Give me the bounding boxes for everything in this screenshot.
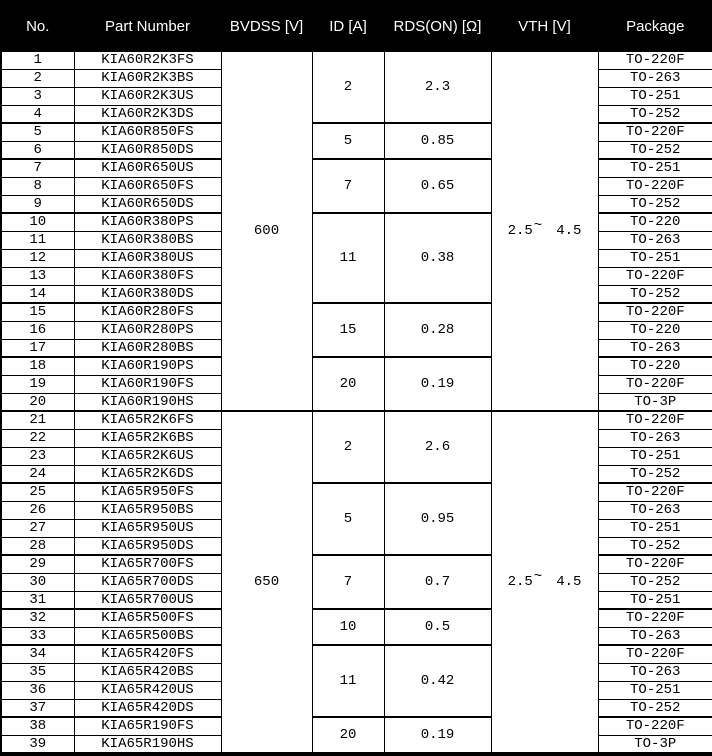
table-row: [1, 645, 712, 663]
rds-cell: 0.28: [384, 303, 491, 357]
row-number-cell: 32: [1, 609, 74, 627]
rds-cell: 2.6: [384, 411, 491, 483]
package-cell: TO-220: [598, 213, 712, 231]
row-number-cell: 24: [1, 465, 74, 483]
row-number-cell: 38: [1, 717, 74, 735]
part-number-cell: KIA60R280BS: [74, 339, 221, 357]
package-cell: TO-263: [598, 501, 712, 519]
package-cell: TO-252: [598, 699, 712, 717]
row-number-cell: 9: [1, 195, 74, 213]
part-number-cell: KIA60R650US: [74, 159, 221, 177]
row-number-cell: 37: [1, 699, 74, 717]
vth-tilde: ~: [533, 218, 543, 234]
part-number-cell: KIA65R700FS: [74, 555, 221, 573]
rds-cell: 0.19: [384, 717, 491, 754]
part-number-cell: KIA65R950FS: [74, 483, 221, 501]
table-row: [1, 555, 712, 573]
id-cell: 5: [312, 483, 384, 555]
package-cell: TO-263: [598, 231, 712, 249]
row-number-cell: 15: [1, 303, 74, 321]
part-number-cell: KIA60R380DS: [74, 285, 221, 303]
vth-high: 4.5: [556, 223, 582, 239]
part-number-cell: KIA60R650DS: [74, 195, 221, 213]
rds-cell: 0.38: [384, 213, 491, 303]
part-number-cell: KIA60R380BS: [74, 231, 221, 249]
header-row: [1, 1, 712, 51]
part-number-cell: KIA65R2K6US: [74, 447, 221, 465]
table-row: [1, 357, 712, 375]
row-number-cell: 26: [1, 501, 74, 519]
row-number-cell: 8: [1, 177, 74, 195]
vth-cell: [491, 411, 598, 754]
row-number-cell: 31: [1, 591, 74, 609]
part-number-cell: KIA60R380US: [74, 249, 221, 267]
row-number-cell: 21: [1, 411, 74, 429]
row-number-cell: 23: [1, 447, 74, 465]
part-number-cell: KIA65R2K6BS: [74, 429, 221, 447]
part-number-cell: KIA60R850FS: [74, 123, 221, 141]
id-cell: 11: [312, 645, 384, 717]
column-header-part-number: Part Number: [74, 1, 221, 51]
rds-cell: 0.65: [384, 159, 491, 213]
table-row: [1, 483, 712, 501]
vth-cell: [491, 51, 598, 411]
package-cell: TO-251: [598, 159, 712, 177]
table-row: [1, 123, 712, 141]
column-header-vth: VTH [V]: [491, 1, 598, 51]
part-number-cell: KIA60R2K3BS: [74, 69, 221, 87]
package-cell: TO-252: [598, 105, 712, 123]
table-row: [1, 411, 712, 429]
row-number-cell: 16: [1, 321, 74, 339]
package-cell: TO-263: [598, 663, 712, 681]
rds-cell: 0.95: [384, 483, 491, 555]
part-number-cell: KIA65R500FS: [74, 609, 221, 627]
package-cell: TO-251: [598, 447, 712, 465]
row-number-cell: 18: [1, 357, 74, 375]
package-cell: TO-3P: [598, 735, 712, 754]
row-number-cell: 6: [1, 141, 74, 159]
part-number-cell: KIA65R700DS: [74, 573, 221, 591]
package-cell: TO-263: [598, 69, 712, 87]
part-number-cell: KIA60R280FS: [74, 303, 221, 321]
rds-cell: 0.85: [384, 123, 491, 159]
package-cell: TO-220F: [598, 717, 712, 735]
column-header-rds-on: RDS(ON) [Ω]: [384, 1, 491, 51]
rds-cell: 0.42: [384, 645, 491, 717]
rds-cell: 0.7: [384, 555, 491, 609]
package-cell: TO-252: [598, 195, 712, 213]
id-cell: 7: [312, 159, 384, 213]
id-cell: 2: [312, 51, 384, 123]
part-number-cell: KIA65R190HS: [74, 735, 221, 754]
package-cell: TO-251: [598, 681, 712, 699]
part-number-cell: KIA65R420BS: [74, 663, 221, 681]
part-number-cell: KIA65R2K6FS: [74, 411, 221, 429]
row-number-cell: 30: [1, 573, 74, 591]
table-row: [1, 213, 712, 231]
package-cell: TO-251: [598, 591, 712, 609]
row-number-cell: 35: [1, 663, 74, 681]
row-number-cell: 2: [1, 69, 74, 87]
rds-cell: 0.5: [384, 609, 491, 645]
package-cell: TO-252: [598, 141, 712, 159]
row-number-cell: 4: [1, 105, 74, 123]
package-cell: TO-220F: [598, 555, 712, 573]
package-cell: TO-251: [598, 249, 712, 267]
package-cell: TO-220F: [598, 177, 712, 195]
row-number-cell: 20: [1, 393, 74, 411]
part-number-cell: KIA65R950DS: [74, 537, 221, 555]
part-number-cell: KIA65R420DS: [74, 699, 221, 717]
package-cell: TO-252: [598, 537, 712, 555]
id-cell: 11: [312, 213, 384, 303]
id-cell: 20: [312, 357, 384, 411]
part-number-cell: KIA60R2K3DS: [74, 105, 221, 123]
row-number-cell: 27: [1, 519, 74, 537]
package-cell: TO-220F: [598, 375, 712, 393]
row-number-cell: 3: [1, 87, 74, 105]
vth-high: 4.5: [556, 573, 582, 590]
package-cell: TO-220: [598, 357, 712, 375]
part-number-cell: KIA60R2K3US: [74, 87, 221, 105]
bvdss-cell: 600: [221, 51, 312, 411]
part-number-cell: KIA65R500BS: [74, 627, 221, 645]
part-number-cell: KIA60R380FS: [74, 267, 221, 285]
vth-low: 2.5: [507, 223, 533, 239]
package-cell: TO-220: [598, 321, 712, 339]
package-cell: TO-251: [598, 519, 712, 537]
part-number-cell: KIA60R190HS: [74, 393, 221, 411]
row-number-cell: 1: [1, 51, 74, 69]
part-number-cell: KIA60R190FS: [74, 375, 221, 393]
part-number-cell: KIA65R190FS: [74, 717, 221, 735]
row-number-cell: 25: [1, 483, 74, 501]
table-body: [1, 51, 712, 754]
package-cell: TO-263: [598, 429, 712, 447]
table-row: [1, 51, 712, 69]
part-number-cell: KIA60R650FS: [74, 177, 221, 195]
id-cell: 2: [312, 411, 384, 483]
row-number-cell: 5: [1, 123, 74, 141]
package-cell: TO-251: [598, 87, 712, 105]
row-number-cell: 14: [1, 285, 74, 303]
row-number-cell: 34: [1, 645, 74, 663]
vth-tilde: ~: [533, 568, 543, 585]
id-cell: 20: [312, 717, 384, 754]
part-number-cell: KIA65R2K6DS: [74, 465, 221, 483]
package-cell: TO-252: [598, 465, 712, 483]
package-cell: TO-220F: [598, 609, 712, 627]
row-number-cell: 19: [1, 375, 74, 393]
table-row: [1, 159, 712, 177]
row-number-cell: 33: [1, 627, 74, 645]
part-number-cell: KIA60R280PS: [74, 321, 221, 339]
row-number-cell: 28: [1, 537, 74, 555]
rds-cell: 2.3: [384, 51, 491, 123]
package-cell: TO-220F: [598, 411, 712, 429]
package-cell: TO-220F: [598, 267, 712, 285]
package-cell: TO-263: [598, 627, 712, 645]
row-number-cell: 29: [1, 555, 74, 573]
table-row: [1, 609, 712, 627]
row-number-cell: 11: [1, 231, 74, 249]
part-number-cell: KIA65R950US: [74, 519, 221, 537]
row-number-cell: 39: [1, 735, 74, 754]
rds-cell: 0.19: [384, 357, 491, 411]
row-number-cell: 12: [1, 249, 74, 267]
row-number-cell: 10: [1, 213, 74, 231]
id-cell: 15: [312, 303, 384, 357]
package-cell: TO-252: [598, 573, 712, 591]
id-cell: 5: [312, 123, 384, 159]
column-header-package: Package: [598, 1, 712, 51]
row-number-cell: 22: [1, 429, 74, 447]
row-number-cell: 7: [1, 159, 74, 177]
part-number-cell: KIA65R420FS: [74, 645, 221, 663]
package-cell: TO-263: [598, 339, 712, 357]
part-number-cell: KIA60R380PS: [74, 213, 221, 231]
part-number-cell: KIA60R2K3FS: [74, 51, 221, 69]
row-number-cell: 36: [1, 681, 74, 699]
part-number-cell: KIA60R190PS: [74, 357, 221, 375]
id-cell: 7: [312, 555, 384, 609]
part-number-cell: KIA65R420US: [74, 681, 221, 699]
column-header-bvdss: BVDSS [V]: [221, 1, 312, 51]
package-cell: TO-220F: [598, 303, 712, 321]
package-cell: TO-220F: [598, 645, 712, 663]
vth-low: 2.5: [507, 573, 533, 590]
part-number-cell: KIA60R850DS: [74, 141, 221, 159]
column-header-no: No.: [1, 1, 74, 51]
package-cell: TO-3P: [598, 393, 712, 411]
id-cell: 10: [312, 609, 384, 645]
package-cell: TO-252: [598, 285, 712, 303]
package-cell: TO-220F: [598, 123, 712, 141]
package-cell: TO-220F: [598, 51, 712, 69]
table-row: [1, 717, 712, 735]
row-number-cell: 17: [1, 339, 74, 357]
row-number-cell: 13: [1, 267, 74, 285]
part-number-cell: KIA65R950BS: [74, 501, 221, 519]
column-header-id: ID [A]: [312, 1, 384, 51]
package-cell: TO-220F: [598, 483, 712, 501]
part-number-cell: KIA65R700US: [74, 591, 221, 609]
table-row: [1, 303, 712, 321]
bvdss-cell: 650: [221, 411, 312, 754]
